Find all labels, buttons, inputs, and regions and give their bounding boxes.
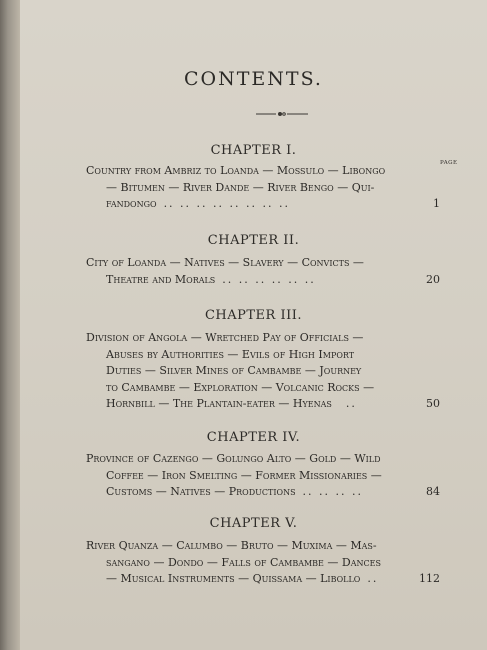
entry-line: — Musical Instruments — Quissama — Libollo bbox=[106, 572, 361, 585]
entry-line: City of Loanda — Natives — Slavery — Convicts — bbox=[86, 256, 364, 269]
chapter-heading: CHAPTER V. bbox=[209, 516, 298, 531]
dot-leader: .. .. .. .. bbox=[302, 485, 364, 498]
book-gutter-shadow bbox=[0, 0, 20, 650]
page-number: 112 bbox=[419, 572, 440, 585]
book-page bbox=[20, 0, 487, 650]
chapter-entry bbox=[86, 330, 440, 413]
entry-line: Duties — Silver Mines of Cambambe — Journey bbox=[106, 364, 362, 377]
entry-line: — Bitumen — River Dande — River Bengo — Qui- bbox=[106, 180, 375, 194]
page-column-label: PAGE bbox=[440, 160, 458, 166]
entry-line: Customs — Natives — Productions bbox=[106, 485, 296, 498]
ornament-divider bbox=[256, 108, 308, 120]
page-title: CONTENTS. bbox=[184, 68, 323, 90]
page-number: 50 bbox=[426, 397, 440, 410]
entry-line: sangano — Dondo — Falls of Cambambe — Dances bbox=[106, 555, 381, 569]
entry-line: Province of Cazengo — Golungo Alto — Gold — Wild bbox=[86, 452, 381, 465]
page-number: 20 bbox=[426, 272, 440, 286]
dot-leader: .. bbox=[367, 572, 379, 585]
entry-line: Abuses by Authorities — Evils of High Import bbox=[106, 347, 355, 361]
dot-leader: .. bbox=[345, 397, 357, 410]
chapter-heading: CHAPTER III. bbox=[204, 308, 303, 323]
page-number: 1 bbox=[433, 197, 440, 210]
entry-line: Hornbill — The Plantain-eater — Hyenas bbox=[106, 397, 332, 410]
entry-line: Division of Angola — Wretched Pay of Officials — bbox=[86, 331, 364, 344]
page-number: 84 bbox=[426, 485, 440, 498]
entry-line: Country from Ambriz to Loanda — Mossulo — Libongo bbox=[86, 164, 386, 177]
chapter-heading: CHAPTER I. bbox=[210, 143, 297, 158]
chapter-entry bbox=[86, 538, 440, 588]
entry-line: fandongo bbox=[106, 197, 157, 210]
entry-line: to Cambambe — Exploration — Volcanic Rocks — bbox=[106, 380, 375, 394]
dot-leader: .. .. .. .. .. .. bbox=[222, 272, 316, 286]
dot-leader: .. .. .. .. .. .. .. .. bbox=[163, 197, 290, 210]
chapter-entry bbox=[86, 451, 440, 501]
entry-line: River Quanza — Calumbo — Bruto — Muxima — Mas- bbox=[86, 539, 377, 552]
entry-line: Theatre and Morals bbox=[106, 272, 216, 286]
chapter-heading: CHAPTER IV. bbox=[206, 430, 301, 445]
entry-line: Coffee — Iron Smelting — Former Missionaries — bbox=[106, 468, 382, 482]
chapter-heading: CHAPTER II. bbox=[207, 233, 300, 248]
chapter-entry bbox=[86, 255, 440, 288]
chapter-entry bbox=[86, 163, 440, 213]
